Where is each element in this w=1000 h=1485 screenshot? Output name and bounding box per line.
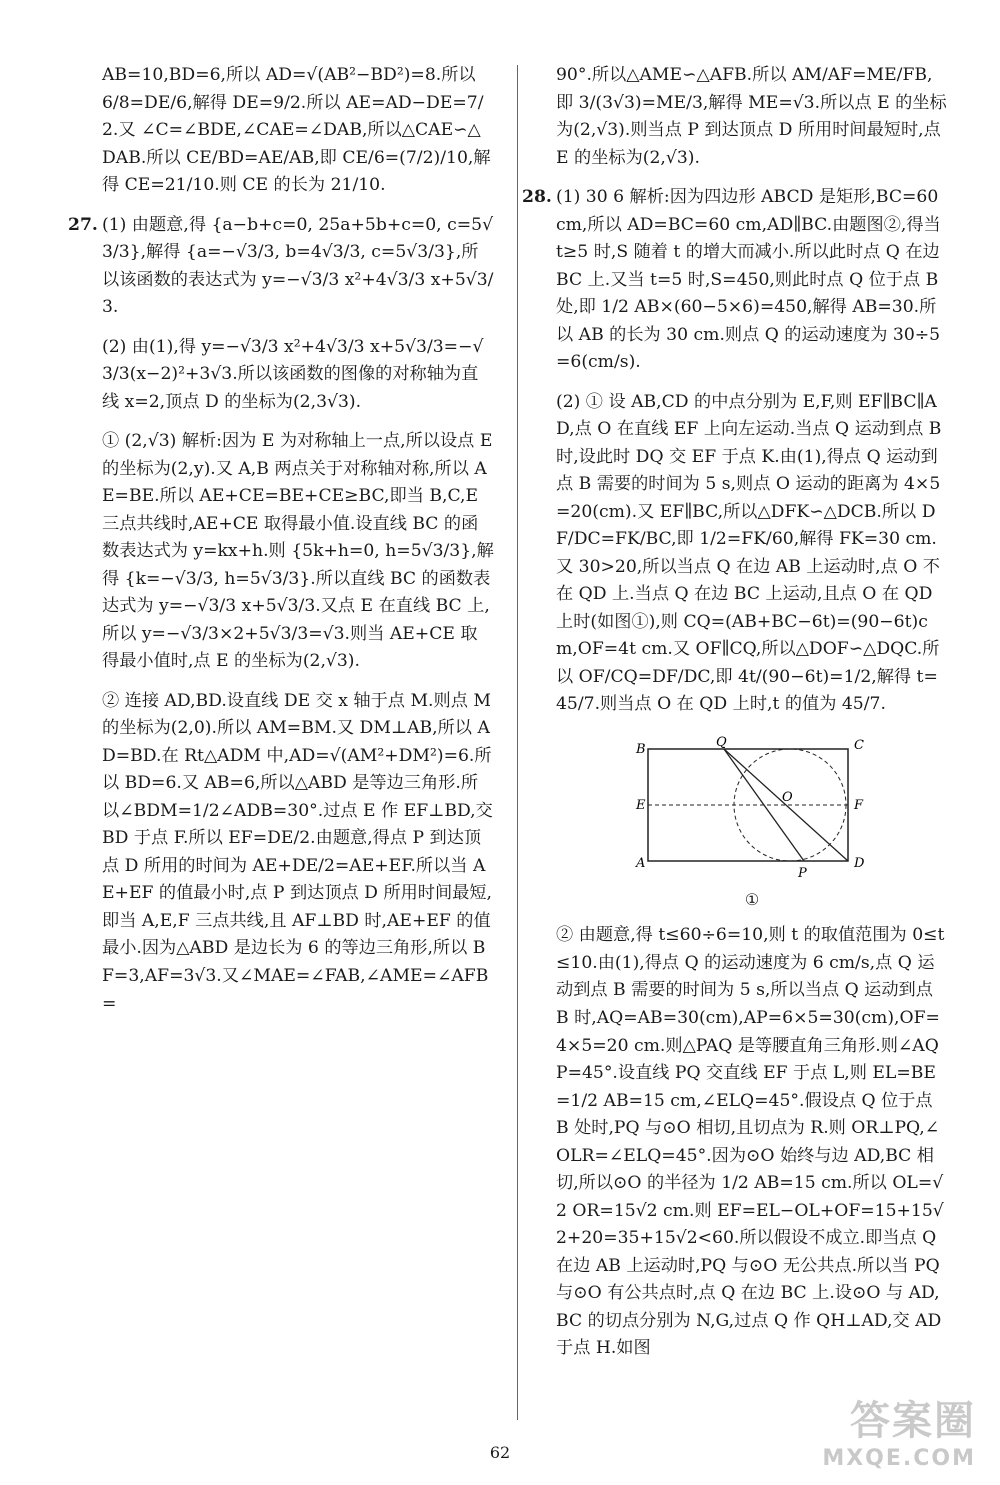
label-o: O (782, 789, 793, 805)
label-b: B (636, 741, 646, 757)
figure-caption: ① (744, 889, 760, 909)
label-p: P (798, 865, 807, 881)
paragraph: 90°.所以△AME∽△AFB.所以 AM/AF=ME/FB,即 3/(3√3)=ME/3,解得 ME=√3.所以点 E 的坐标为(2,√3).则当点 P 到达顶点 D 所用时间最短时,点 E 的坐标为(2,√3). (556, 65, 947, 168)
label-f: F (854, 797, 864, 813)
figure-diagram (632, 735, 872, 885)
paragraph: AB=10,BD=6,所以 AD=√(AB²−BD²)=8.所以 6/8=DE/6,解得 DE=9/2.所以 AE=AD−DE=7/2.又 ∠C=∠BDE,∠CAE=∠DAB,所以△CAE∽△DAB.所以 CE/BD=AE/AB,即 CE/6=(7/2)/10,解得 CE=21/10.则 CE 的长为 21/10. (102, 65, 491, 196)
column-divider (517, 65, 518, 1420)
label-a: A (636, 855, 646, 871)
label-d: D (854, 855, 865, 871)
question-number: 27. (68, 214, 98, 235)
right-column (522, 62, 948, 1375)
question-number: 28. (522, 187, 552, 208)
paragraph: ② 由题意,得 t≤60÷6=10,则 t 的取值范围为 0≤t≤10.由(1),得点 Q 的运动速度为 6 cm/s,点 Q 运动到点 B 需要的时间为 5 s,所以当点 Q 运动到点 B 时,AQ=AB=30(cm),AP=6×5=30(cm),OF=4×5=20 cm.则△PAQ 是等腰直角三角形.则∠AQP=45°.设直线 PQ 交直线 EF 于点 L,则 EL=BE=1/2 AB=15 cm,∠ELQ=45°.假设点 Q 位于点 B 处时,PQ 与⊙O 相切,且切点为 R.则 OR⊥PQ,∠OLR=∠ELQ=45°.因为⊙O 始终与边 AD,BC 相切,所以⊙O 的半径为 1/2 AB=15 cm.所以 OL=√2 OR=15√2 cm.则 EF=EL−OL+OF=15+15√2+20=35+15√2<60.所以假设不成立.即当点 Q 在边 AB 上运动时,PQ 与⊙O 无公共点.所以当 PQ 与⊙O 有公共点时,点 Q 在边 BC 上.设⊙O 与 AD,BC 的切点分别为 N,G,过点 Q 作 QH⊥AD,交 AD 于点 H.如图 (556, 925, 945, 1359)
watermark (822, 1389, 976, 1471)
label-e: E (636, 797, 646, 813)
left-column (68, 62, 494, 1030)
question-28: 28. (1) 30 6 解析:因为四边形 ABCD 是矩形,BC=60 cm,所以 AD=BC=60 cm,AD∥BC.由题图②,得当 t≥5 时,S 随着 t 的增大而减小.所以此时点 Q 在边 BC 上.又当 t=5 时,S=450,则此时点 Q 位于点 B 处,即 1/2 AB×(60−5×6)=450,解得 AB=30.所以 AB 的长为 30 cm.则点 Q 的运动速度为 30÷5=6(cm/s). (556, 184, 948, 377)
question-27: 27. (1) 由题意,得 {a−b+c=0, 25a+5b+c=0, c=5√3/3},解得 {a=−√3/3, b=4√3/3, c=5√3/3},所以该函数的表达式为 y=−√3/3 x²+4√3/3 x+5√3/3. (102, 212, 494, 322)
paragraph: (2) 由(1),得 y=−√3/3 x²+4√3/3 x+5√3/3=−√3/3(x−2)²+3√3.所以该函数的图像的对称轴为直线 x=2,顶点 D 的坐标为(2,3√3). (102, 336, 484, 412)
label-q: Q (716, 734, 727, 750)
watermark-url: MXQE.COM (822, 1446, 976, 1471)
paragraph: (2) ① 设 AB,CD 的中点分别为 E,F,则 EF∥BC∥AD,点 O 在直线 EF 上向左运动.当点 Q 运动到点 B 时,设此时 DQ 交 EF 于点 K.由(1),得点 Q 运动到点 B 需要的时间为 5 s,则点 O 运动的距离为 4×5=20(cm).又 EF∥BC,所以△DFK∽△DCB.所以 DF/DC=FK/BC,即 1/2=FK/60,解得 FK=30 cm.又 30>20,所以当点 Q 在边 AB 上运动时,点 O 不在 QD 上.当点 Q 在边 BC 上运动,且点 O 在 QD 上时(如图①),则 CQ=(AB+BC−6t)=(90−6t)cm,OF=4t cm.又 OF∥CQ,所以△DOF∽△DQC.所以 OF/CQ=DF/DC,即 4t/(90−6t)=1/2,解得 t=45/7.则当点 O 在 QD 上时,t 的值为 45/7. (556, 391, 942, 715)
geometry-figure (632, 735, 872, 913)
label-c: C (854, 737, 864, 753)
watermark-text: 答案圈 (850, 1398, 976, 1444)
paragraph: ② 连接 AD,BD.设直线 DE 交 x 轴于点 M.则点 M 的坐标为(2,0).所以 AM=BM.又 DM⊥AB,所以 AD=BD.在 Rt△ADM 中,AD=√(AM²+DM²)=6.所以 BD=6.又 AB=6,所以△ABD 是等边三角形.所以∠BDM=1/2∠ADB=30°.过点 E 作 EF⊥BD,交 BD 于点 F.所以 EF=DE/2.由题意,得点 P 到达顶点 D 所用的时间为 AE+DE/2=AE+EF.所以当 AE+EF 的值最小时,点 P 到达顶点 D 所用时间最短,即当 A,E,F 三点共线,且 AF⊥BD 时,AE+EF 的值最小.因为△ABD 是边长为 6 的等边三角形,所以 BF=3,AF=3√3.又∠MAE=∠FAB,∠AME=∠AFB= (102, 690, 493, 1014)
paragraph: ① (2,√3) 解析:因为 E 为对称轴上一点,所以设点 E 的坐标为(2,y).又 A,B 两点关于对称轴对称,所以 AE=BE.所以 AE+CE=BE+CE≥BC,即当 B,C,E 三点共线时,AE+CE 取得最小值.设直线 BC 的函数表达式为 y=kx+h.则 {5k+h=0, h=5√3/3},解得 {k=−√3/3, h=5√3/3}.所以直线 BC 的函数表达式为 y=−√3/3 x+5√3/3.又点 E 在直线 BC 上,所以 y=−√3/3×2+5√3/3=√3.则当 AE+CE 取得最小值时,点 E 的坐标为(2,√3). (102, 431, 494, 672)
page-number: 62 (489, 1443, 511, 1462)
